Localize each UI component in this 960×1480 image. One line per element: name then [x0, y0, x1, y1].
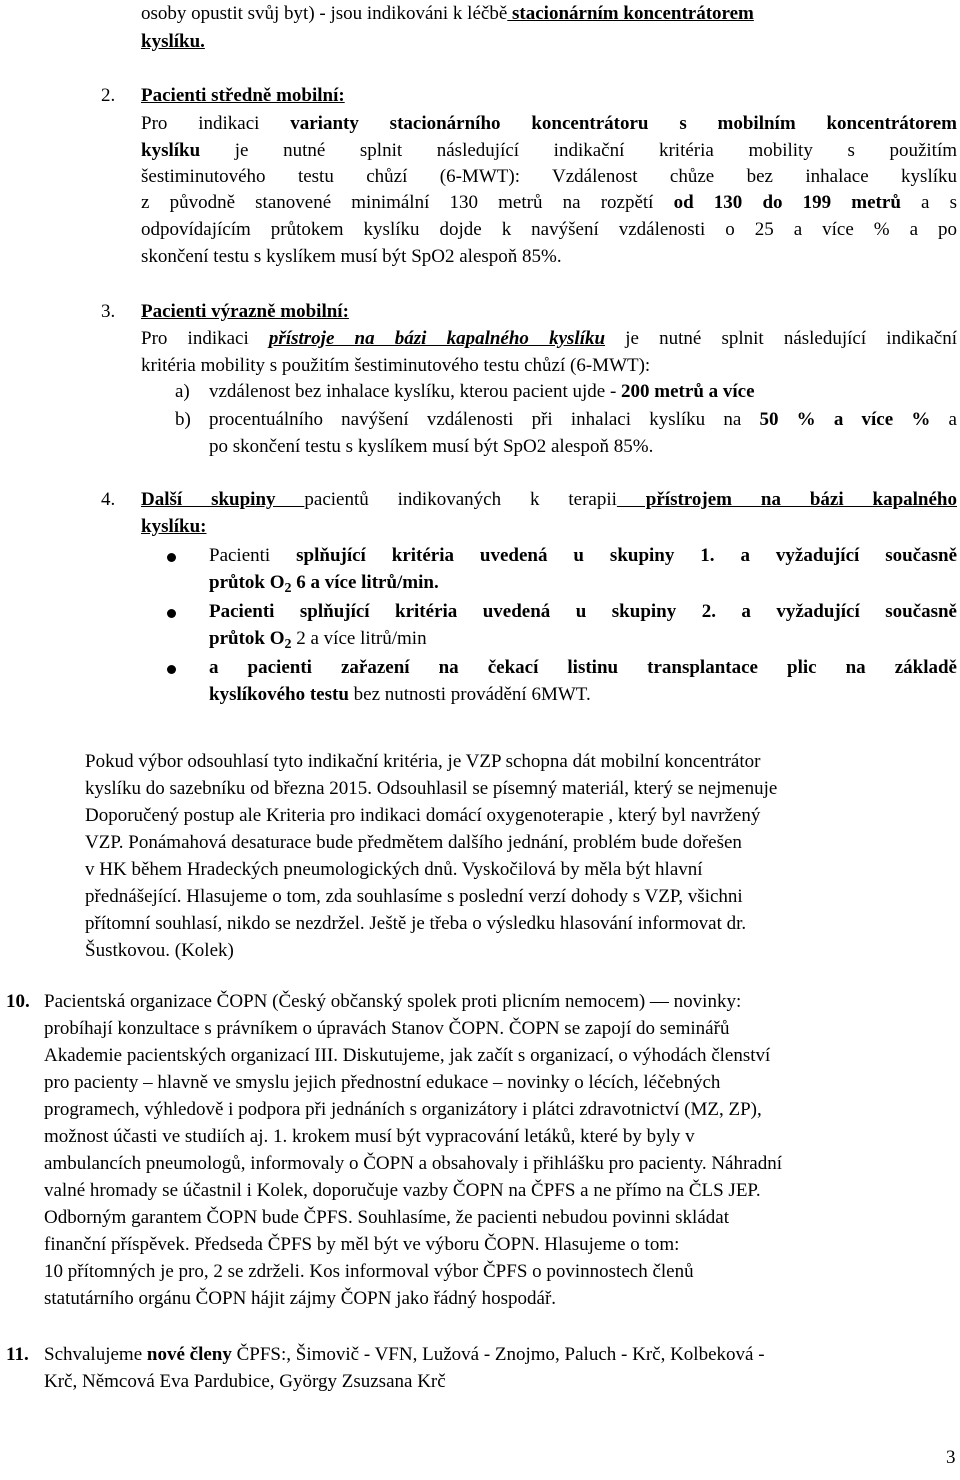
page-number: 3	[946, 1447, 956, 1468]
section4-bullet-2: Pacienti splňující kritéria uvedená u skupiny 2. a vyžadující současně	[209, 601, 957, 622]
bullet-dot-2	[167, 609, 176, 618]
stationary-concentrator-link-text: stacionárním koncentrátorem	[507, 3, 754, 24]
section3-item-b-label: b)	[175, 409, 191, 430]
item10-line-9: Odborným garantem ČOPN bude ČPFS. Souhlasíme, že pacienti nebudou povinni skládat	[44, 1207, 729, 1228]
item10-line-10: finanční příspěvek. Předseda ČPFS by měl být ve výboru ČOPN. Hlasujeme o tom:	[44, 1234, 680, 1255]
section3-item-a-label: a)	[175, 381, 190, 402]
section2-line-6: skončení testu s kyslíkem musí být SpO2 alespoň 85%.	[141, 246, 562, 267]
item10-line-6: možnost účasti ve studiích aj. 1. krokem musí být vypracování letáků, které by byly v	[44, 1126, 695, 1147]
section2-line-4: z původně stanovené minimální 130 metrů na rozpětí od 130 do 199 metrů a s	[141, 192, 958, 213]
item10-line-2: probíhají konzultace s právníkem o úpravách Stanov ČOPN. ČOPN se zapojí do seminářů	[44, 1018, 730, 1039]
paragraph-line-8: Šustkovou. (Kolek)	[85, 940, 234, 961]
intro-line-2: kyslíku.	[141, 31, 205, 52]
section2-line-5: odpovídajícím průtokem kyslíku dojde k navýšení vzdálenosti o 25 a více % a po	[141, 219, 957, 240]
section3-number: 3.	[101, 301, 116, 322]
section4-heading-cont: kyslíku:	[141, 516, 207, 537]
item11-number: 11.	[6, 1344, 29, 1365]
section2-line-2: kyslíku je nutné splnit následující indikační kritéria mobility s použitím	[141, 140, 957, 161]
section2-line-1: Pro indikaci varianty stacionárního koncentrátoru s mobilním koncentrátorem	[141, 113, 957, 134]
item10-line-11: 10 přítomných je pro, 2 se zdrželi. Kos informoval výbor ČPFS o povinnostech členů	[44, 1261, 694, 1282]
item11-line-1: Schvalujeme nové členy ČPFS:, Šimovič - VFN, Lužová - Znojmo, Paluch - Krč, Kolbeková -	[44, 1344, 765, 1365]
paragraph-line-2: kyslíku do sazebníku od března 2015. Odsouhlasil se písemný materiál, který se nejmenuje	[85, 778, 778, 799]
item10-line-12: statutárního orgánu ČOPN hájit zájmy ČOPN jako řádný hospodář.	[44, 1288, 557, 1309]
paragraph-line-3: Doporučený postup ale Kriteria pro indikaci domácí oxygenoterapie , který byl navržený	[85, 805, 761, 826]
item10-line-4: pro pacienty – hlavně ve smyslu jejich přednostní edukace – novinky o lécích, léčebných	[44, 1072, 721, 1093]
section3-item-b-cont: po skončení testu s kyslíkem musí být SpO2 alespoň 85%.	[209, 436, 654, 457]
item10-line-1: Pacientská organizace ČOPN (Český občanský spolek proti plicním nemocem) — novinky:	[44, 991, 742, 1012]
section3-line-2: kritéria mobility s použitím šestiminutového testu chůzí (6-MWT):	[141, 355, 651, 376]
section2-heading: Pacienti středně mobilní:	[141, 85, 345, 106]
section4-bullet-2-cont: průtok $O_2$ 2 a více litrů/min	[209, 628, 427, 652]
section4-bullet-3-cont: kyslíkového testu bez nutnosti provádění 6MWT.	[209, 684, 591, 705]
item11-line-2: Krč, Němcová Eva Pardubice, György Zsuzsana Krč	[44, 1371, 446, 1392]
section3-item-b: procentuálního navýšení vzdálenosti při inhalaci kyslíku na 50 % a více % a	[209, 409, 957, 430]
section4-bullet-3: a pacienti zařazení na čekací listinu transplantace plic na základě	[209, 657, 957, 678]
section4-number: 4.	[101, 489, 116, 510]
section4-heading: Další skupiny pacientů indikovaných k terapii přístrojem na bázi kapalného	[141, 489, 957, 510]
section3-item-a: vzdálenost bez inhalace kyslíku, kterou pacient ujde - 200 metrů a více	[209, 381, 755, 402]
paragraph-line-1: Pokud výbor odsouhlasí tyto indikační kritéria, je VZP schopna dát mobilní koncentrátor	[85, 751, 761, 772]
paragraph-line-7: přítomní souhlasí, nikdo se nezdržel. Ještě je třeba o výsledku hlasování informovat dr.	[85, 913, 747, 934]
item10-line-5: programech, výhledově i podpora při jednáních s organizátory i plátci zdravotnictví (MZ, ZP),	[44, 1099, 762, 1120]
item10-line-7: ambulancích pneumologů, informovaly o ČOPN a obsahovaly i přihlášku pro pacienty. Náhradní	[44, 1153, 783, 1174]
item10-number: 10.	[6, 991, 30, 1012]
section2-line-3: šestiminutového testu chůzí (6-MWT): Vzdálenost chůze bez inhalace kyslíku	[141, 166, 957, 187]
section4-bullet-1-cont: průtok $O_2$ 6 a více litrů/min.	[209, 572, 439, 596]
paragraph-line-6: přednášející. Hlasujeme o tom, zda souhlasíme s poslední verzí dohody s VZP, všichni	[85, 886, 743, 907]
paragraph-line-5: v HK během Hradeckých pneumologických dnů. Vyskočilová by měla být hlavní	[85, 859, 703, 880]
paragraph-line-4: VZP. Ponámahová desaturace bude předmětem dalšího jednání, problém bude dořešen	[85, 832, 742, 853]
intro-line-1: osoby opustit svůj byt) - jsou indikováni k léčbě stacionárním koncentrátorem	[141, 3, 754, 24]
section3-heading: Pacienti výrazně mobilní:	[141, 301, 349, 322]
item10-line-8: valné hromady se účastnil i Kolek, doporučuje vazby ČOPN na ČPFS a ne přímo na ČLS JEP.	[44, 1180, 761, 1201]
section2-number: 2.	[101, 85, 116, 106]
bullet-dot-1	[167, 553, 176, 562]
item10-line-3: Akademie pacientských organizací III. Diskutujeme, jak začít s organizací, o výhodách členství	[44, 1045, 771, 1066]
section4-bullet-1: Pacienti splňující kritéria uvedená u skupiny 1. a vyžadující současně	[209, 545, 957, 566]
bullet-dot-3	[167, 665, 176, 674]
section3-line-1: Pro indikaci přístroje na bázi kapalného kyslíku je nutné splnit následující indikační	[141, 328, 957, 349]
